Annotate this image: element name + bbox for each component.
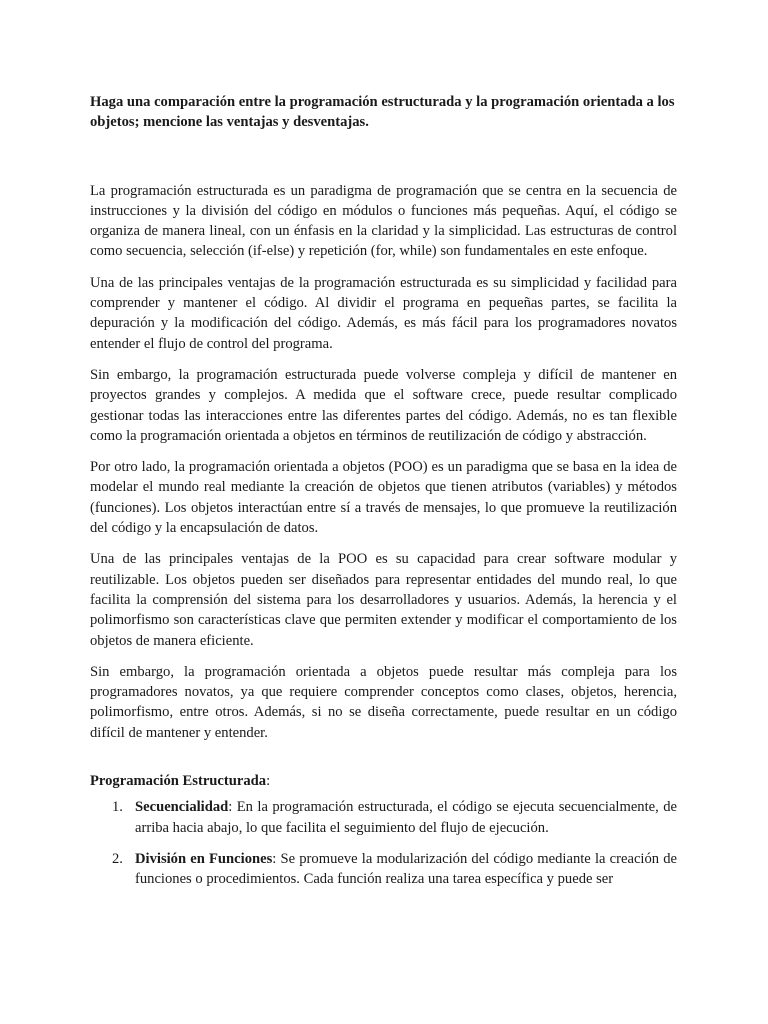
section-heading-colon: : xyxy=(266,773,271,790)
section-heading-text: Programación Estructurada xyxy=(90,773,267,790)
list-item-text: : Se promueve la modularización del código mediante la creación de funciones o procedimientos. Cada función realiza una tarea específica y puede ser xyxy=(135,850,678,888)
list-item-number: 2. xyxy=(112,850,123,867)
paragraph-structured-disadvantages: Sin embargo, la programación estructurada puede volverse compleja y difícil de mantener en proyectos grandes y complejos. A medida que el software crece, puede resultar complicado gestionar todas las interacciones entre las diferentes partes del código. Además, no es tan flexible como la programación orientada a objetos en términos de reutilización de código y abstracción. xyxy=(90,366,677,444)
paragraph-structured-advantages: Una de las principales ventajas de la programación estructurada es su simplicidad y facilidad para comprender y mantener el código. Al dividir el programa en pequeñas partes, se facilita la depuración y la modificación del código. Además, es más fácil para los programadores novatos entender el flujo de control del programa. xyxy=(90,274,677,352)
list-item xyxy=(90,797,677,838)
list-item xyxy=(90,849,677,890)
paragraph-oop-disadvantages: Sin embargo, la programación orientada a objetos puede resultar más compleja para los programadores novatos, ya que requiere comprender conceptos como clases, objetos, herencia, polimorfismo, entre otros. Además, si no se diseña correctamente, puede resultar en un código difícil de mantener y entender. xyxy=(90,663,677,741)
list-item-term: División en Funciones xyxy=(135,850,273,867)
paragraph-intro-oop: Por otro lado, la programación orientada a objetos (POO) es un paradigma que se basa en la idea de modelar el mundo real mediante la creación de objetos que tienen atributos (variables) y métodos (funciones). Los objetos interactúan entre sí a través de mensajes, lo que promueve la reutilización del código y la encapsulación de datos. xyxy=(90,459,677,537)
question-heading: Haga una comparación entre la programación estructurada y la programación orientada a los objetos; mencione las ventajas y desventajas. xyxy=(90,94,675,131)
list-item-text: : En la programación estructurada, el código se ejecuta secuencialmente, de arriba hacia abajo, lo que facilita el seguimiento del flujo de ejecución. xyxy=(135,799,677,836)
document-body xyxy=(90,92,677,901)
paragraph-intro-structured: La programación estructurada es un paradigma de programación que se centra en la secuencia de instrucciones y la división del código en módulos o funciones más pequeñas. Aquí, el código se organiza de manera lineal, con un énfasis en la claridad y la simplicidad. Las estructuras de control como secuencia, selección (if-else) y repetición (for, while) son fundamentales en este enfoque. xyxy=(90,182,677,260)
paragraph-oop-advantages: Una de las principales ventajas de la POO es su capacidad para crear software modular y reutilizable. Los objetos pueden ser diseñados para representar entidades del mundo real, lo que facilita la comprensión del sistema para los desarrolladores y usuarios. Además, la herencia y el polimorfismo son características clave que permiten extender y modificar el comportamiento de los objetos de manera eficiente. xyxy=(90,551,677,649)
list-item-term: Secuencialidad xyxy=(135,799,229,816)
section-heading xyxy=(90,771,677,791)
feature-list xyxy=(90,797,677,889)
list-item-number: 1. xyxy=(112,799,123,816)
